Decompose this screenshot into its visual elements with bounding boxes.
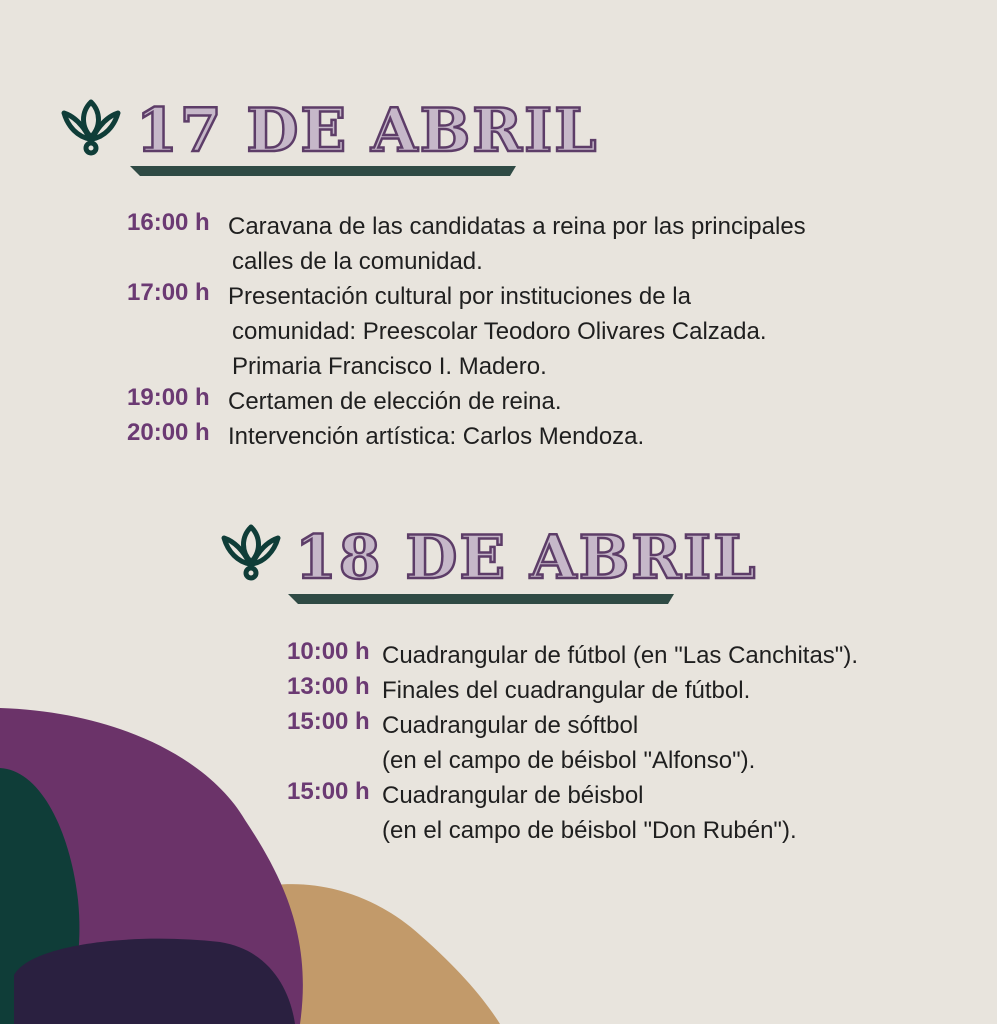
event-row [287,708,858,778]
event-line: (en el campo de béisbol "Alfonso"). [382,747,756,774]
event-description [228,384,562,419]
event-line: Cuadrangular de sóftbol [382,712,639,739]
event-row [127,419,806,454]
heading-underline [286,587,676,607]
leaf-sprout-icon [220,522,282,584]
event-time: 13:00 h [287,673,370,700]
event-row [127,209,806,279]
event-time: 16:00 h [127,209,210,236]
event-line: Intervención artística: Carlos Mendoza. [228,423,645,450]
day2-schedule [287,638,858,848]
event-line: Cuadrangular de béisbol [382,782,644,809]
day2-heading [220,518,758,608]
event-description [382,673,750,708]
event-time: 15:00 h [287,778,370,805]
event-time: 20:00 h [127,419,210,446]
day1-schedule [127,209,806,454]
event-time: 17:00 h [127,279,210,306]
event-line: (en el campo de béisbol "Don Rubén"). [382,817,797,844]
event-line: Caravana de las candidatas a reina por las principales [228,213,806,240]
day1-title: 17 DE ABRIL [136,96,599,166]
event-row [127,279,806,384]
event-description [228,419,644,454]
event-row [287,778,858,848]
event-line: Certamen de elección de reina. [228,388,562,415]
event-line: comunidad: Preescolar Teodoro Olivares Calzada. [232,318,767,345]
event-time: 15:00 h [287,708,370,735]
event-row [287,673,858,708]
event-row [287,638,858,673]
event-line: calles de la comunidad. [232,248,483,275]
event-line: Presentación cultural por instituciones de la [228,283,691,310]
event-row [127,384,806,419]
event-description [382,778,797,848]
event-line: Primaria Francisco I. Madero. [232,353,547,380]
event-description [228,279,767,384]
event-line: Finales del cuadrangular de fútbol. [382,677,751,704]
event-description [228,209,806,279]
day1-heading [60,95,599,185]
event-time: 19:00 h [127,384,210,411]
event-time: 10:00 h [287,638,370,665]
event-description [382,638,858,673]
leaf-sprout-icon [60,97,122,159]
heading-underline [128,159,518,179]
event-line: Cuadrangular de fútbol (en "Las Canchitas"). [382,642,858,669]
day2-title: 18 DE ABRIL [295,523,758,593]
event-description [382,708,755,778]
